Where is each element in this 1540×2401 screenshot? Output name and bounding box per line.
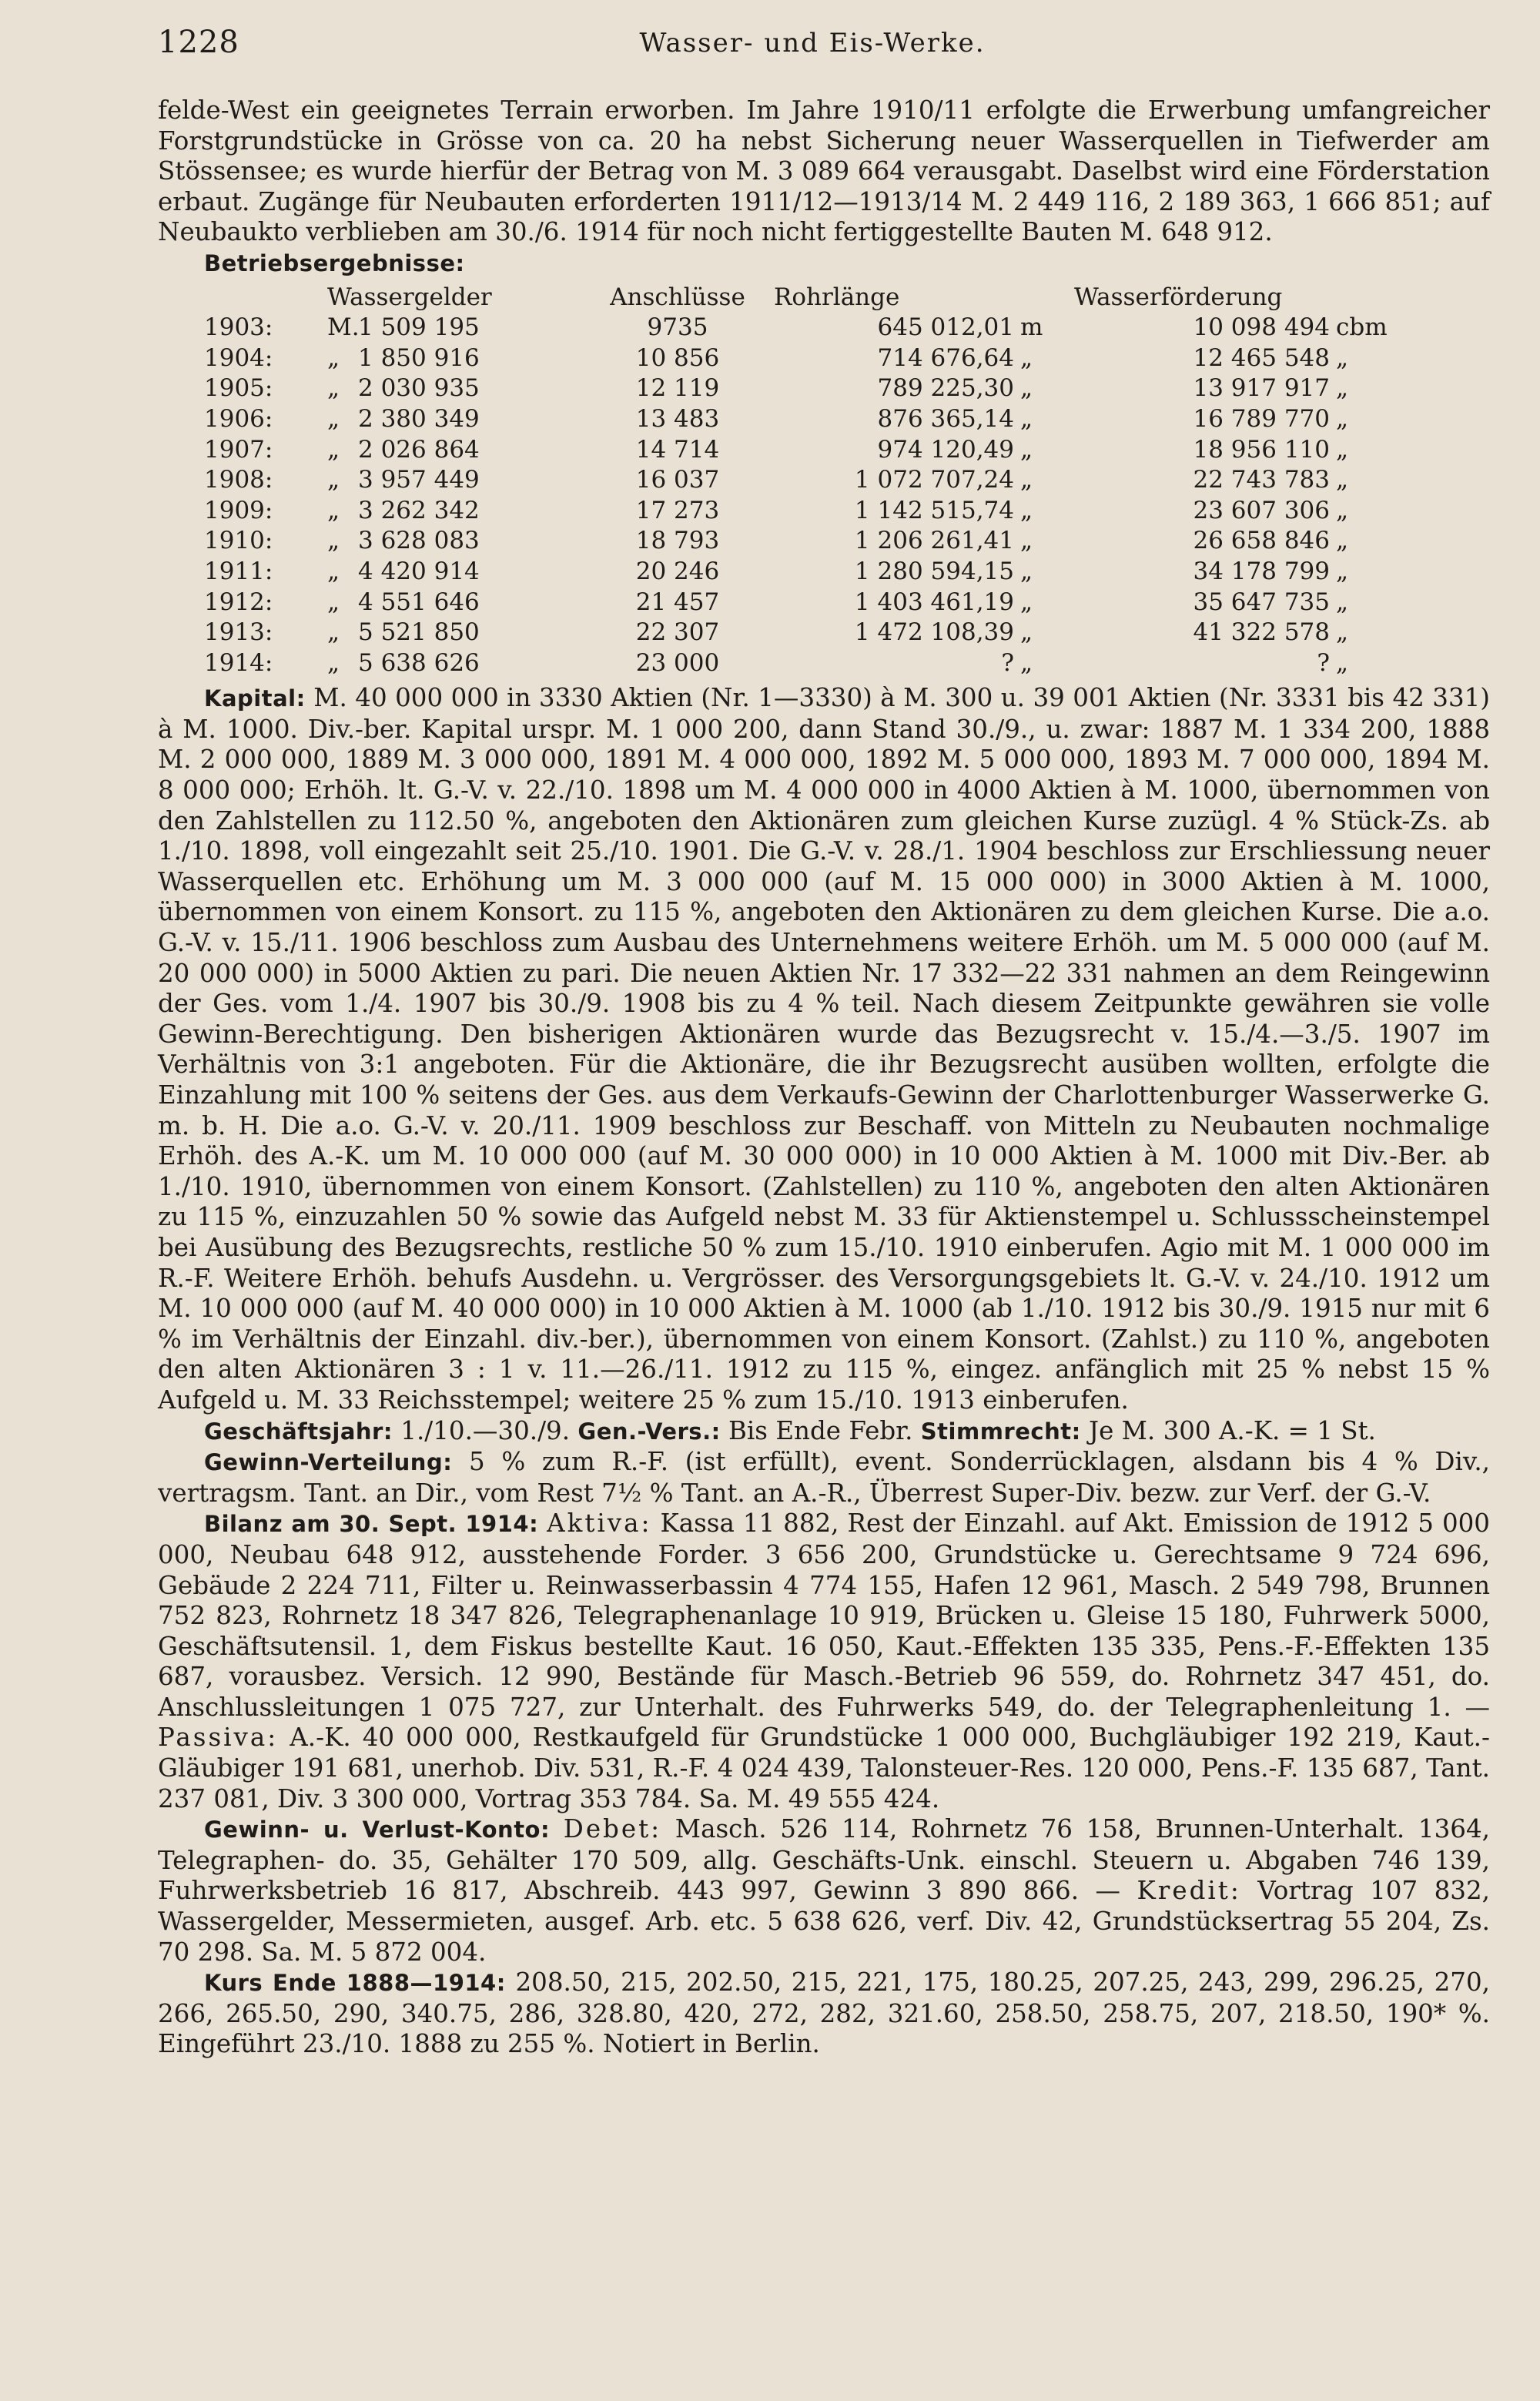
row-pipe-unit: „: [1020, 557, 1033, 585]
row-water: 18 956 110: [1193, 435, 1330, 464]
intro-paragraph: felde-West ein geeignetes Terrain erworben. Im Jahre 1910/11 erfolgte die Erwerbung umfangreicher Forstgrundstücke in Grösse von ca. 20 ha nebst Sicherung neuer Wasserquellen in Tiefwerder am Stössensee; es wurde hierfür der Betrag von M. 3 089 664 verausgabt. Daselbst wird eine Förderstation erbaut. Zugänge für Neubauten erforderten 1911/12—1913/14 M. 2 449 116, 2 189 363, 1 666 851; auf Neubaukto verblieben am 30./6. 1914 für noch nicht fertiggestellte Bauten M. 648 912.: [158, 95, 1490, 247]
cell-year: [173, 588, 327, 618]
cell-year: [173, 496, 327, 527]
gv-label: Gen.-Vers.:: [578, 1418, 721, 1445]
kurs-label: Kurs Ende 1888—1914:: [204, 1970, 506, 1997]
cell-water: [1074, 343, 1390, 374]
cell-pipe-length: [774, 526, 1074, 557]
row-pipe-length: 876 365,14: [877, 404, 1014, 433]
aktiva-label: Aktiva:: [547, 1509, 652, 1539]
kapital-text: M. 40 000 000 in 3330 Aktien (Nr. 1—3330) à M. 300 u. 39 001 Aktien (Nr. 3331 bis 42 331) à M. 1000. Div.-ber. Kapital urspr. M. 1 000 200, dann Stand 30./9., u. zwar: 1887 M. 1 334 200, 1888 M. 2 000 000, 1889 M. 3 000 000, 1891 M. 4 000 000, 1892 M. 5 000 000, 1893 M. 7 000 000, 1894 M. 8 000 000; Erhöh. lt. G.-V. v. 22./10. 1898 um M. 4 000 000 in 4000 Aktien à M. 1000, übernommen von den Zahlstellen zu 112.50 %, angeboten den Aktionären zum gleichen Kurse zuzügl. 4 % Stück-Zs. ab 1./10. 1898, voll eingezahlt seit 25./10. 1901. Die G.-V. v. 28./1. 1904 beschloss zur Erschliessung neuer Wasserquellen etc. Erhöhung um M. 3 000 000 (auf M. 15 000 000) in 3000 Aktien à M. 1000, übernommen von einem Konsort. zu 115 %, angeboten den Aktionären zu dem gleichen Kurse. Die a.o. G.-V. v. 15./11. 1906 beschloss zum Ausbau des Unternehmens weitere Erhöh. um M. 5 000 000 (auf M. 20 000 000) in 5000 Aktien zu pari. Die neuen Aktien Nr. 17 332—22 331 nahmen an dem Reingewinn der Ges. vom 1./4. 1907 bis 30./9. 1908 bis zu 4 % teil. Nach diesem Zeitpunkte gewähren sie volle Gewinn-Berechtigung. Den bisherigen Aktionären wurde das Bezugsrecht v. 15./4.—3./5. 1907 im Verhältnis von 3:1 angeboten. Für die Aktionäre, die ihr Bezugsrecht ausüben wollten, erfolgte die Einzahlung mit 100 % seitens der Ges. aus dem Verkaufs-Gewinn der Charlottenburger Wasserwerke G. m. b. H. Die a.o. G.-V. v. 20./11. 1909 beschloss zur Beschaff. von Mitteln zu Neubauten nochmalige Erhöh. des A.-K. um M. 10 000 000 (auf M. 30 000 000) in 10 000 Aktien à M. 1000 mit Div.-Ber. ab 1./10. 1910, übernommen von einem Konsort. (Zahlstellen) zu 110 %, angeboten den alten Aktionären zu 115 %, einzuzahlen 50 % sowie das Aufgeld nebst M. 33 für Aktienstempel u. Schlussscheinstempel bei Ausübung des Bezugsrechts, restliche 50 % zum 15./10. 1910 einberufen. Agio mit M. 1 000 000 im R.-F. Weitere Erhöh. behufs Ausdehn. u. Vergrösser. des Versorgungsgebiets lt. G.-V. v. 24./10. 1912 um M. 10 000 000 (auf M. 40 000 000) in 10 000 Aktien à M. 1000 (ab 1./10. 1912 bis 30./9. 1915 nur mit 6 % im Verhältnis der Einzahl. div.-ber.), übernommen von einem Konsort. (Zahlst.) zu 110 %, angeboten den alten Aktionären 3 : 1 v. 11.—26./11. 1912 zu 115 %, eingez. anfänglich mit 25 % nebst 15 % Aufgeld u. M. 33 Reichsstempel; weitere 25 % zum 15./10. 1913 einberufen.: [158, 683, 1490, 1415]
cell-pipe-length: [774, 343, 1074, 374]
row-pipe-length: 1 142 515,74: [854, 496, 1014, 524]
row-water: 10 098 494: [1193, 313, 1330, 342]
cell-water: [1074, 526, 1390, 557]
cell-year: [173, 465, 327, 496]
row-pipe-length: 1 472 108,39: [854, 618, 1014, 647]
row-money: 1 509 195: [358, 313, 480, 342]
gv-text: Bis Ende Febr.: [728, 1415, 913, 1445]
row-water-unit: „: [1336, 404, 1349, 433]
table-row: [173, 313, 1390, 343]
row-pipe-unit: „: [1020, 404, 1033, 433]
row-water: 16 789 770: [1193, 404, 1330, 433]
betrieb-heading: Betriebsergebnisse:: [204, 249, 465, 276]
row-pipe-unit: „: [1020, 618, 1033, 647]
row-pipe-length: ?: [1001, 648, 1014, 677]
row-money: 5 521 850: [358, 618, 480, 647]
row-pipe-length: 1 280 594,15: [854, 557, 1014, 585]
cell-pipe-length: [774, 435, 1074, 466]
cell-water: [1074, 588, 1390, 618]
cell-pipe-length: [774, 557, 1074, 588]
row-water: 26 658 846: [1193, 527, 1330, 555]
geschaeftsjahr-text: 1./10.—30./9.: [400, 1415, 571, 1445]
gewinn-paragraph: [158, 1447, 1490, 1509]
row-water: ?: [1317, 648, 1330, 677]
column-header-connections: Anschlüsse: [610, 283, 745, 311]
page-number: 1228: [158, 25, 239, 60]
row-connections: 22 307: [635, 618, 720, 647]
row-currency: „: [327, 374, 340, 403]
cell-connections: [581, 557, 774, 588]
row-pipe-length: 1 403 461,19: [854, 588, 1014, 616]
gewinn-label: Gewinn-Verteilung:: [204, 1449, 453, 1476]
row-year: 1914:: [204, 648, 273, 677]
cell-connections: [581, 648, 774, 679]
cell-year: [173, 373, 327, 404]
row-year: 1910:: [204, 527, 273, 555]
row-currency: M.: [327, 313, 360, 342]
cell-money: [327, 618, 581, 648]
cell-connections: [581, 465, 774, 496]
table-row: [173, 557, 1390, 588]
column-header-water: Wasserförderung: [1074, 283, 1283, 311]
row-water: 41 322 578: [1193, 618, 1330, 647]
row-money: 3 957 449: [358, 466, 480, 494]
cell-connections: [581, 404, 774, 435]
row-water: 34 178 799: [1193, 557, 1330, 585]
table-row: [173, 435, 1390, 466]
row-water-unit: „: [1336, 466, 1349, 494]
row-pipe-unit: „: [1020, 527, 1033, 555]
passiva-text: A.-K. 40 000 000, Restkaufgeld für Grundstücke 1 000 000, Buchgläubiger 192 219, Kaut.-Gläubiger 191 681, unerhob. Div. 531, R.-F. 4 024 439, Talonsteuer-Res. 120 000, Pens.-F. 135 687, Tant. 237 081, Div. 3 300 000, Vortrag 353 784. Sa. M. 49 555 424.: [158, 1723, 1490, 1813]
cell-money: [327, 526, 581, 557]
row-pipe-length: 1 206 261,41: [854, 527, 1014, 555]
row-currency: „: [327, 435, 340, 464]
row-connections: 21 457: [635, 588, 720, 616]
row-water-unit: „: [1336, 648, 1349, 677]
cell-year: [173, 435, 327, 466]
cell-money: [327, 435, 581, 466]
column-header-year: [173, 283, 327, 313]
cell-year: [173, 557, 327, 588]
cell-water: [1074, 313, 1390, 343]
row-connections: 18 793: [635, 527, 720, 555]
debet-label: Debet:: [563, 1814, 662, 1844]
cell-money: [327, 404, 581, 435]
betrieb-section: [158, 248, 1490, 280]
kredit-label: Kredit:: [1137, 1876, 1241, 1906]
row-year: 1913:: [204, 618, 273, 647]
cell-connections: [581, 435, 774, 466]
row-pipe-unit: „: [1020, 435, 1033, 464]
row-currency: „: [327, 404, 340, 433]
column-header-money: Wassergelder: [327, 283, 492, 311]
cell-year: [173, 648, 327, 679]
cell-year: [173, 404, 327, 435]
row-pipe-length: 645 012,01: [877, 313, 1014, 342]
cell-money: [327, 648, 581, 679]
content: [158, 95, 1490, 2060]
table-row: [173, 526, 1390, 557]
row-money: 2 380 349: [358, 404, 480, 433]
table-row: [173, 496, 1390, 527]
row-connections: 10 856: [635, 343, 720, 372]
cell-money: [327, 557, 581, 588]
production-table: [173, 283, 1390, 679]
row-connections: 14 714: [635, 435, 720, 464]
row-pipe-length: 789 225,30: [877, 374, 1014, 403]
cell-water: [1074, 496, 1390, 527]
cell-water: [1074, 404, 1390, 435]
table-row: [173, 618, 1390, 648]
debet-text: Masch. 526 114, Rohrnetz 76 158, Brunnen-Unterhalt. 1364, Telegraphen- do. 35, Gehälter 170 509, allg. Geschäfts-Unk. einschl. Steuern u. Abgaben 746 139, Fuhrwerksbetrieb 16 817, Abschreib. 443 997, Gewinn 3 890 866. —: [158, 1814, 1490, 1906]
cell-pipe-length: [774, 373, 1074, 404]
cell-money: [327, 313, 581, 343]
cell-connections: [581, 618, 774, 648]
row-water: 35 647 735: [1193, 588, 1330, 616]
row-money: 3 262 342: [358, 496, 480, 524]
table-row: [173, 588, 1390, 618]
cell-connections: [581, 373, 774, 404]
row-pipe-length: 1 072 707,24: [854, 466, 1014, 494]
row-water-unit: „: [1336, 618, 1349, 647]
guv-label: Gewinn- u. Verlust-Konto:: [204, 1817, 551, 1843]
cell-pipe-length: [774, 618, 1074, 648]
cell-money: [327, 373, 581, 404]
cell-year: [173, 618, 327, 648]
cell-pipe-length: [774, 588, 1074, 618]
row-connections: 20 246: [635, 557, 720, 585]
stimmrecht-label: Stimmrecht:: [920, 1418, 1081, 1445]
row-water-unit: „: [1336, 588, 1349, 616]
geschaeftsjahr-paragraph: [158, 1416, 1490, 1448]
row-year: 1907:: [204, 435, 273, 464]
row-currency: „: [327, 496, 340, 524]
cell-water: [1074, 435, 1390, 466]
cell-connections: [581, 496, 774, 527]
row-water-unit: „: [1336, 557, 1349, 585]
cell-year: [173, 313, 327, 343]
cell-connections: [581, 313, 774, 343]
header-title: Wasser- und Eis-Werke.: [639, 28, 986, 59]
row-water: 22 743 783: [1193, 466, 1330, 494]
cell-pipe-length: [774, 404, 1074, 435]
row-connections: 23 000: [635, 648, 720, 677]
kapital-label: Kapital:: [204, 685, 306, 712]
cell-water: [1074, 618, 1390, 648]
guv-paragraph: [158, 1814, 1490, 1967]
table-row: [173, 373, 1390, 404]
row-year: 1903:: [204, 313, 273, 342]
row-money: 2 026 864: [358, 435, 480, 464]
cell-pipe-length: [774, 465, 1074, 496]
row-money: 4 551 646: [358, 588, 480, 616]
cell-money: [327, 343, 581, 374]
row-currency: „: [327, 618, 340, 647]
table-row: [173, 465, 1390, 496]
row-water-unit: „: [1336, 435, 1349, 464]
kurs-text: 208.50, 215, 202.50, 215, 221, 175, 180.25, 207.25, 243, 299, 296.25, 270, 266, 265.50, 290, 340.75, 286, 328.80, 420, 272, 282, 321.60, 258.50, 258.75, 207, 218.50, 190* %. Eingeführt 23./10. 1888 zu 255 %. Notiert in Berlin.: [158, 1967, 1490, 2059]
row-year: 1908:: [204, 466, 273, 494]
row-money: 5 638 626: [358, 648, 480, 677]
kapital-paragraph: [158, 683, 1490, 1415]
row-water: 12 465 548: [1193, 343, 1330, 372]
row-pipe-length: 714 676,64: [877, 343, 1014, 372]
table-row: [173, 343, 1390, 374]
production-table-body: [173, 313, 1390, 678]
row-pipe-unit: „: [1020, 496, 1033, 524]
bilanz-paragraph: [158, 1509, 1490, 1814]
kredit-text: Vortrag 107 832, Wassergelder, Messermieten, ausgef. Arb. etc. 5 638 626, verf. Div. 42, Grundstücksertrag 55 204, Zs. 70 298. Sa. M. 5 872 004.: [158, 1876, 1490, 1967]
cell-pipe-length: [774, 313, 1074, 343]
row-year: 1904:: [204, 343, 273, 372]
row-connections: 12 119: [635, 374, 720, 403]
row-pipe-unit: „: [1020, 588, 1033, 616]
row-water-unit: „: [1336, 374, 1349, 403]
row-currency: „: [327, 466, 340, 494]
cell-pipe-length: [774, 496, 1074, 527]
table-row: [173, 404, 1390, 435]
cell-water: [1074, 557, 1390, 588]
running-head: [158, 25, 1467, 71]
row-money: 4 420 914: [358, 557, 480, 585]
geschaeftsjahr-label: Geschäftsjahr:: [204, 1418, 393, 1445]
row-water-unit: „: [1336, 527, 1349, 555]
passiva-label: Passiva:: [158, 1723, 279, 1753]
cell-year: [173, 343, 327, 374]
kurs-paragraph: [158, 1967, 1490, 2060]
cell-connections: [581, 343, 774, 374]
row-currency: „: [327, 557, 340, 585]
cell-money: [327, 465, 581, 496]
row-connections: 16 037: [635, 466, 720, 494]
row-pipe-length: 974 120,49: [877, 435, 1014, 464]
cell-money: [327, 588, 581, 618]
gewinn-text: 5 % zum R.-F. (ist erfüllt), event. Sonderrücklagen, alsdann bis 4 % Div., vertragsm. Tant. an Dir., vom Rest 7½ % Tant. an A.-R., Überrest Super-Div. bezw. zur Verf. der G.-V.: [158, 1447, 1490, 1508]
row-money: 2 030 935: [358, 374, 480, 403]
bilanz-label: Bilanz am 30. Sept. 1914:: [204, 1511, 539, 1538]
row-year: 1905:: [204, 374, 273, 403]
stimmrecht-text: Je M. 300 A.-K. = 1 St.: [1089, 1415, 1376, 1445]
row-connections: 9735: [647, 313, 708, 342]
column-header-pipe-length: Rohrlänge: [774, 283, 900, 311]
row-water: 23 607 306: [1193, 496, 1330, 524]
row-currency: „: [327, 588, 340, 616]
row-water-unit: cbm: [1336, 313, 1388, 342]
row-pipe-unit: „: [1020, 648, 1033, 677]
cell-water: [1074, 373, 1390, 404]
cell-water: [1074, 648, 1390, 679]
row-year: 1911:: [204, 557, 273, 585]
cell-year: [173, 526, 327, 557]
row-pipe-unit: „: [1020, 343, 1033, 372]
row-pipe-unit: „: [1020, 466, 1033, 494]
row-year: 1909:: [204, 496, 273, 524]
row-currency: „: [327, 648, 340, 677]
row-currency: „: [327, 343, 340, 372]
row-water: 13 917 917: [1193, 374, 1330, 403]
cell-money: [327, 496, 581, 527]
row-water-unit: „: [1336, 343, 1349, 372]
cell-water: [1074, 465, 1390, 496]
row-money: 3 628 083: [358, 527, 480, 555]
cell-connections: [581, 526, 774, 557]
row-year: 1906:: [204, 404, 273, 433]
row-pipe-unit: „: [1020, 374, 1033, 403]
cell-pipe-length: [774, 648, 1074, 679]
cell-connections: [581, 588, 774, 618]
row-money: 1 850 916: [358, 343, 480, 372]
table-row: [173, 648, 1390, 679]
row-pipe-unit: m: [1020, 313, 1043, 342]
row-connections: 17 273: [635, 496, 720, 524]
production-table-header: [173, 283, 1390, 313]
row-currency: „: [327, 527, 340, 555]
aktiva-text: Kassa 11 882, Rest der Einzahl. auf Akt. Emission de 1912 5 000 000, Neubau 648 912, ausstehende Forder. 3 656 200, Grundstücke u. Gerechtsame 9 724 696, Gebäude 2 224 711, Filter u. Reinwasserbassin 4 774 155, Hafen 12 961, Masch. 2 549 798, Brunnen 752 823, Rohrnetz 18 347 826, Telegraphenanlage 10 919, Brücken u. Gleise 15 180, Fuhrwerk 5000, Geschäftsutensil. 1, dem Fiskus bestellte Kaut. 16 050, Kaut.-Effekten 135 335, Pens.-F.-Effekten 135 687, vorausbez. Versich. 12 990, Bestände für Masch.-Betrieb 96 559, do. Rohrnetz 347 451, do. Anschlussleitungen 1 075 727, zur Unterhalt. des Fuhrwerks 549, do. der Telegraphenleitung 1. —: [158, 1509, 1490, 1722]
row-connections: 13 483: [635, 404, 720, 433]
row-water-unit: „: [1336, 496, 1349, 524]
row-year: 1912:: [204, 588, 273, 616]
